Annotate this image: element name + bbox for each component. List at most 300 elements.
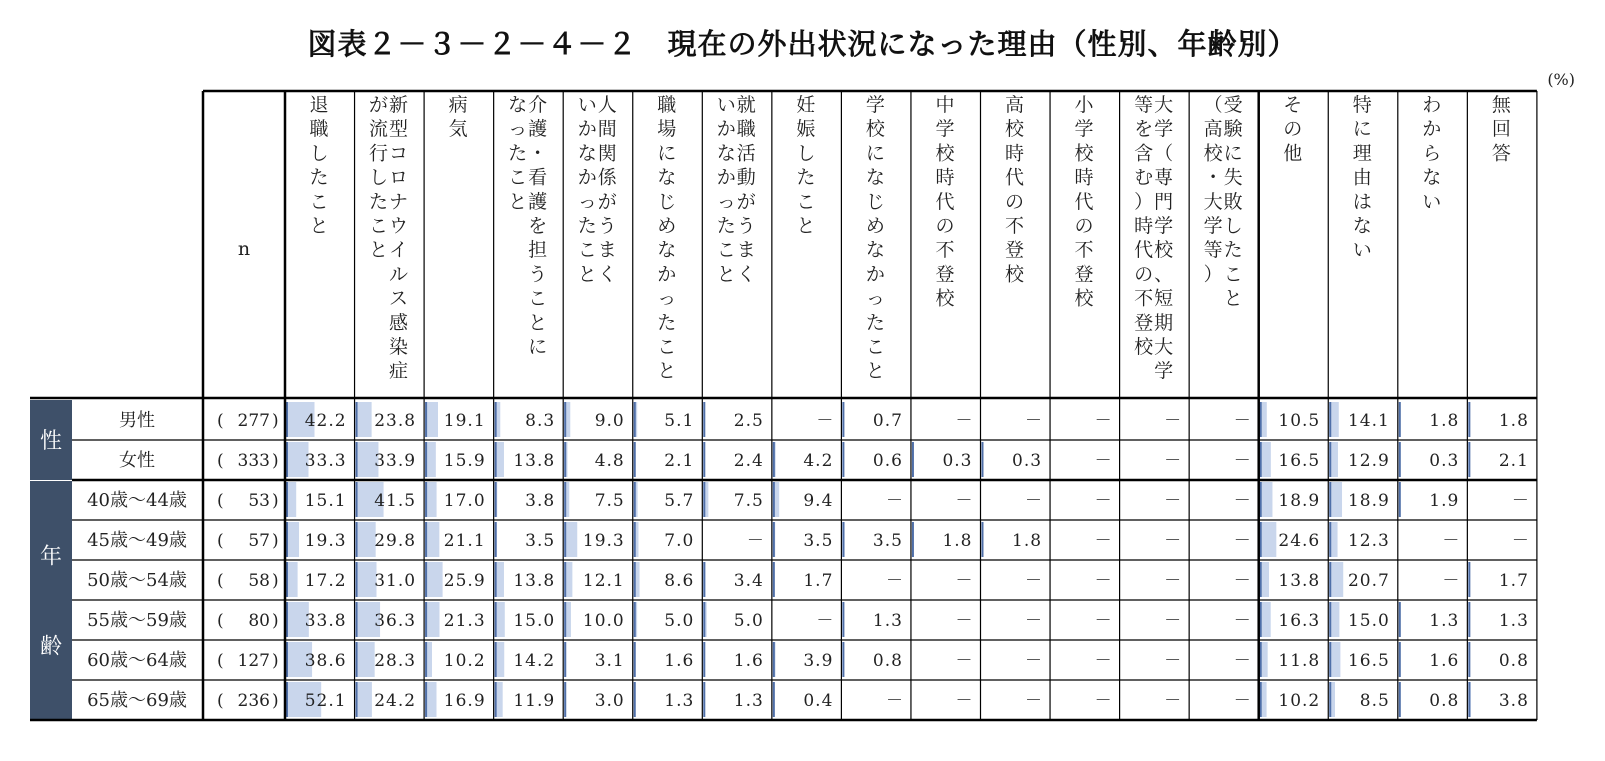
n-value: 333 (237, 451, 270, 471)
column-header-char: う (736, 215, 756, 237)
group-box-2 (30, 481, 72, 720)
column-header-char: た (508, 142, 528, 165)
n-paren-open: ( (217, 531, 224, 551)
cell-value: 16.5 (1347, 651, 1390, 671)
cell-value: 41.5 (374, 491, 417, 511)
column-header-char: 退 (309, 94, 329, 116)
bar-edge (842, 442, 844, 477)
cell-value: 1.8 (942, 531, 973, 551)
column-header-char: 答 (1491, 142, 1511, 165)
n-paren-close: ) (272, 611, 279, 631)
column-header-char: の (1004, 190, 1025, 213)
column-header-char: し (796, 142, 816, 165)
column-header-char: に (865, 142, 885, 165)
bar-edge (703, 482, 705, 517)
bar-edge (286, 642, 288, 677)
n-value: 58 (248, 571, 270, 591)
bar-edge (634, 442, 636, 477)
missing-value: － (1025, 571, 1043, 591)
column-header-char: そ (1283, 94, 1303, 116)
column-header-char: た (796, 166, 816, 189)
cell-value: 0.8 (1498, 651, 1529, 671)
column-header-char: 学 (935, 118, 955, 141)
column-header-char: し (309, 142, 329, 165)
cell-value: 29.8 (374, 531, 417, 551)
bar-edge (703, 642, 705, 677)
cell-value: 4.2 (803, 451, 834, 471)
n-paren-close: ) (272, 651, 279, 671)
column-header-char: 場 (657, 118, 677, 141)
column-header-char: む (1134, 166, 1154, 189)
missing-value: － (1511, 491, 1529, 511)
cell-value: 24.6 (1278, 531, 1321, 551)
column-header-char: 流 (369, 118, 389, 141)
column-header-char: 験 (1223, 118, 1243, 141)
column-header-char: ） (1134, 190, 1154, 213)
cell-value: 3.5 (525, 531, 556, 551)
column-header-char: と (508, 190, 528, 213)
row-label: 男性 (119, 410, 155, 431)
column-header-char: な (577, 142, 597, 165)
bar-edge (1260, 402, 1262, 437)
column-header-char: こ (796, 190, 816, 213)
bar-edge (912, 442, 914, 477)
column-header-char: 理 (1352, 142, 1372, 165)
bar-edge (842, 522, 844, 557)
column-header-char: か (865, 263, 885, 286)
column-header-char: 介 (528, 94, 548, 116)
bar-edge (286, 562, 288, 597)
bar-edge (1399, 602, 1401, 637)
column-header-char: ロ (389, 166, 409, 189)
cell-value: 5.0 (733, 611, 764, 631)
missing-value: － (1164, 531, 1182, 551)
bar-edge (1399, 442, 1401, 477)
bar-edge (912, 522, 914, 557)
column-header-char: 学 (1203, 215, 1223, 237)
cell-value: 38.6 (304, 651, 347, 671)
missing-value: － (1094, 531, 1112, 551)
column-header-char: か (716, 166, 736, 189)
column-header-char: と (716, 263, 736, 286)
column-header-char: ・ (1203, 166, 1223, 189)
bar-edge (286, 682, 288, 717)
cell-value: 20.7 (1347, 571, 1390, 591)
column-header-char: 校 (1004, 118, 1025, 141)
cell-value: 19.1 (443, 411, 486, 431)
cell-value: 3.5 (872, 531, 903, 551)
n-paren-open: ( (217, 491, 224, 511)
bar-edge (703, 402, 705, 437)
cell-value: 3.5 (803, 531, 834, 551)
column-header-char: 職 (309, 118, 329, 141)
bar-edge (1329, 602, 1331, 637)
bar-edge (356, 682, 358, 717)
column-header-char: 新 (389, 94, 409, 116)
missing-value: － (1094, 451, 1112, 471)
cell-value: 5.7 (664, 491, 695, 511)
column-header-char: を (1134, 118, 1154, 141)
cell-value: 33.8 (304, 611, 347, 631)
cell-value: 10.2 (443, 651, 486, 671)
column-header-char: こ (1223, 263, 1243, 286)
column-header-char: 時 (1074, 166, 1094, 189)
missing-value: － (955, 571, 973, 591)
cell-value: 3.8 (1498, 691, 1529, 711)
missing-value: － (1094, 651, 1112, 671)
bar-edge (634, 562, 636, 597)
cell-value: 2.5 (733, 411, 764, 431)
missing-value: － (1094, 691, 1112, 711)
column-header-char: ウ (389, 215, 409, 237)
cell-value: 0.3 (1429, 451, 1460, 471)
missing-value: － (746, 531, 764, 551)
column-header-char: 期 (1154, 311, 1174, 334)
column-header-char: た (1223, 239, 1243, 262)
cell-value: 1.8 (1429, 411, 1460, 431)
cell-value: 36.3 (374, 611, 417, 631)
column-header-char: 校 (935, 142, 955, 165)
column-header-char: ス (389, 287, 409, 310)
column-header-char: こ (309, 190, 329, 213)
bar-edge (1260, 602, 1262, 637)
bar-edge (425, 482, 427, 517)
column-header-char: た (309, 166, 329, 189)
missing-value: － (1094, 411, 1112, 431)
row-label: 40歳～44歳 (87, 490, 187, 511)
group-label-2: 齢 (39, 634, 63, 660)
cell-value: 9.0 (594, 411, 625, 431)
column-header-char: 活 (736, 142, 756, 165)
cell-value: 1.8 (1012, 531, 1043, 551)
column-header-char: な (657, 239, 677, 262)
bar-edge (425, 602, 427, 637)
column-header-char: 校 (1074, 142, 1094, 165)
cell-value: 1.3 (733, 691, 764, 711)
cell-value: 3.0 (594, 691, 625, 711)
bar-edge (564, 482, 566, 517)
bar-edge (1329, 642, 1331, 677)
cell-value: 16.9 (443, 691, 486, 711)
column-header-char: か (577, 118, 597, 141)
column-header-char: 失 (1223, 166, 1243, 189)
missing-value: － (1164, 571, 1182, 591)
n-paren-open: ( (217, 451, 224, 471)
bar-edge (634, 402, 636, 437)
bar-edge (495, 562, 497, 597)
missing-value: － (1164, 691, 1182, 711)
bar-edge (1260, 642, 1262, 677)
column-header-char: 病 (448, 94, 468, 116)
column-header-char: が (369, 94, 389, 116)
column-header-char: し (369, 166, 389, 189)
cell-value: 3.1 (594, 651, 625, 671)
missing-value: － (1233, 571, 1251, 591)
cell-value: 15.0 (1347, 611, 1390, 631)
column-header-char: こ (865, 336, 885, 358)
cell-value: 1.6 (1429, 651, 1460, 671)
bar-edge (773, 522, 775, 557)
column-header-char: 無 (1491, 94, 1511, 116)
column-header-char: の (935, 215, 955, 237)
column-header-char: に (1352, 118, 1372, 141)
cell-value: 21.3 (443, 611, 486, 631)
column-header-char: コ (389, 142, 409, 165)
bar-edge (1260, 522, 1262, 557)
cell-value: 12.3 (1347, 531, 1390, 551)
column-header-char: わ (1422, 94, 1442, 116)
column-header-char: 護 (528, 118, 548, 141)
column-header-char: 不 (1134, 287, 1154, 310)
cell-value: 11.9 (513, 691, 556, 711)
bar-edge (564, 522, 566, 557)
column-header-char: （ (1154, 142, 1174, 165)
bar-edge (1329, 482, 1331, 517)
bar-edge (773, 682, 775, 717)
bar-edge (703, 442, 705, 477)
column-header-char: 登 (1004, 239, 1025, 262)
bar-edge (425, 442, 427, 477)
column-header-char: 症 (389, 360, 409, 383)
cell-value: 1.6 (733, 651, 764, 671)
cell-value: 0.3 (1012, 451, 1043, 471)
column-header-char: を (528, 215, 548, 237)
column-header-char: な (865, 166, 885, 189)
missing-value: － (1164, 611, 1182, 631)
bar-edge (1260, 562, 1262, 597)
bar-edge (425, 642, 427, 677)
column-header-char: 校 (1134, 336, 1154, 358)
column-header-char: 含 (1134, 142, 1154, 165)
cell-value: 0.6 (872, 451, 903, 471)
cell-value: 10.5 (1278, 411, 1321, 431)
column-header-char: た (369, 190, 389, 213)
column-header-char: っ (577, 190, 597, 213)
bar-edge (982, 442, 984, 477)
bar-fill (1329, 562, 1343, 597)
cell-value: 8.3 (525, 411, 556, 431)
column-header-char: 大 (1154, 94, 1174, 116)
column-header-char: 職 (736, 118, 756, 141)
missing-value: － (955, 651, 973, 671)
column-header-char: う (528, 263, 548, 286)
cell-value: 11.8 (1278, 651, 1321, 671)
missing-value: － (1094, 491, 1112, 511)
column-header-char: 専 (1154, 166, 1174, 189)
column-header-char: 小 (1074, 94, 1094, 116)
missing-value: － (1164, 411, 1182, 431)
column-header-char: に (1223, 142, 1243, 165)
missing-value: － (1233, 611, 1251, 631)
column-header-char: 担 (528, 239, 548, 262)
column-header-char: 代 (1004, 166, 1025, 189)
cell-value: 1.3 (872, 611, 903, 631)
row-label: 60歳～64歳 (87, 650, 187, 671)
cell-value: 0.4 (803, 691, 834, 711)
missing-value: － (1442, 571, 1460, 591)
cell-value: 0.8 (872, 651, 903, 671)
bar-edge (564, 562, 566, 597)
n-paren-close: ) (272, 531, 279, 551)
n-value: 57 (248, 531, 270, 551)
column-header-char: 中 (935, 94, 955, 116)
bar-edge (634, 682, 636, 717)
column-header-char: の (1074, 215, 1094, 237)
column-header-char: た (865, 311, 885, 334)
cell-value: 14.1 (1347, 411, 1390, 431)
column-header-char: じ (657, 190, 677, 213)
column-header-char: な (657, 166, 677, 189)
cell-value: 24.2 (374, 691, 417, 711)
n-paren-open: ( (217, 411, 224, 431)
chart-title: 図表２－３－２－４－２ 現在の外出状況になった理由（性別、年齢別） (307, 27, 1298, 61)
column-header-char: 登 (1134, 311, 1154, 334)
bar-fill (356, 642, 375, 677)
bar-edge (634, 522, 636, 557)
cell-value: 10.0 (582, 611, 625, 631)
bar-fill (356, 522, 376, 557)
column-header-char: 行 (369, 142, 389, 165)
bar-edge (1399, 682, 1401, 717)
cell-value: 8.6 (664, 571, 695, 591)
column-header-char: 校 (865, 118, 885, 141)
column-header-char: 校 (935, 287, 955, 310)
column-header-char: い (1352, 239, 1372, 262)
missing-value: － (816, 611, 834, 631)
column-header-char: ） (1203, 263, 1223, 286)
column-header-char: 間 (597, 118, 617, 141)
column-header-char: 不 (935, 239, 955, 262)
column-header-char: 職 (657, 94, 677, 116)
column-header-char: な (1422, 166, 1442, 189)
column-header-char: 等 (1134, 94, 1154, 116)
column-header-char: ・ (528, 142, 548, 165)
cell-value: 19.3 (582, 531, 625, 551)
column-header-char: こ (577, 239, 597, 262)
bar-edge (356, 442, 358, 477)
bar-edge (356, 642, 358, 677)
column-header-char: 娠 (796, 118, 816, 141)
bar-edge (1468, 602, 1470, 637)
cell-value: 5.1 (664, 411, 695, 431)
missing-value: － (1164, 491, 1182, 511)
cell-value: 3.8 (525, 491, 556, 511)
bar-edge (1468, 442, 1470, 477)
bar-edge (773, 642, 775, 677)
column-header-char: 動 (736, 166, 756, 189)
bar-fill (425, 602, 439, 637)
column-header-char: か (577, 166, 597, 189)
bar-edge (425, 522, 427, 557)
cell-value: 1.8 (1498, 411, 1529, 431)
cell-value: 19.3 (304, 531, 347, 551)
column-header-char: め (865, 215, 885, 237)
n-header: n (237, 238, 251, 260)
bar-fill (425, 522, 439, 557)
missing-value: － (885, 691, 903, 711)
cell-value: 15.1 (304, 491, 347, 511)
column-header-char: 学 (1154, 215, 1174, 237)
bar-edge (286, 602, 288, 637)
n-value: 53 (248, 491, 270, 511)
missing-value: － (955, 491, 973, 511)
cell-value: 23.8 (374, 411, 417, 431)
column-header-char: こ (528, 287, 548, 310)
missing-value: － (1511, 531, 1529, 551)
bar-edge (1329, 442, 1331, 477)
column-header-char: 学 (1154, 118, 1174, 141)
column-header-char: と (657, 360, 677, 383)
cell-value: 16.3 (1278, 611, 1321, 631)
column-header-char: じ (865, 190, 885, 213)
cell-value: 12.9 (1347, 451, 1390, 471)
cell-value: 2.1 (664, 451, 695, 471)
column-header-char: こ (369, 215, 389, 237)
bar-edge (495, 402, 497, 437)
column-header-char: な (865, 239, 885, 262)
cell-value: 1.7 (1498, 571, 1529, 591)
column-header-char: と (369, 239, 389, 262)
bar-edge (1468, 682, 1470, 717)
cell-value: 2.1 (1498, 451, 1529, 471)
cell-value: 3.4 (733, 571, 764, 591)
bar-edge (1329, 402, 1331, 437)
column-header-char: 他 (1283, 142, 1303, 165)
missing-value: － (1233, 531, 1251, 551)
n-paren-close: ) (272, 571, 279, 591)
bar-edge (982, 522, 984, 557)
column-header-char: 時 (935, 166, 955, 189)
bar-edge (1468, 402, 1470, 437)
bar-edge (634, 602, 636, 637)
column-header-char: 看 (528, 166, 548, 189)
cell-value: 7.5 (733, 491, 764, 511)
column-header-char: 就 (736, 94, 756, 116)
column-header-char: 高 (1203, 118, 1223, 141)
missing-value: － (1233, 451, 1251, 471)
bar-edge (703, 602, 705, 637)
cell-value: 15.9 (443, 451, 486, 471)
n-paren-close: ) (272, 691, 279, 711)
cell-value: 1.9 (1429, 491, 1460, 511)
bar-edge (634, 482, 636, 517)
cell-value: 0.7 (872, 411, 903, 431)
column-header-char: 門 (1154, 190, 1174, 213)
column-header-char: こ (508, 166, 528, 189)
column-header-char: 大 (1154, 336, 1174, 358)
bar-edge (1468, 642, 1470, 677)
bar-edge (773, 442, 775, 477)
column-header-char: 回 (1491, 118, 1511, 141)
cell-value: 21.1 (443, 531, 486, 551)
cell-value: 15.0 (513, 611, 556, 631)
cell-value: 17.0 (443, 491, 486, 511)
bar-edge (773, 482, 775, 517)
bar-edge (495, 482, 497, 517)
missing-value: － (1442, 531, 1460, 551)
column-header-char: 等 (1203, 239, 1223, 262)
bar-edge (842, 642, 844, 677)
bar-edge (703, 562, 705, 597)
bar-edge (286, 522, 288, 557)
column-header-char: こ (657, 336, 677, 358)
missing-value: － (885, 491, 903, 511)
column-header-char: 染 (389, 336, 409, 358)
column-header-char: 代 (935, 190, 955, 213)
column-header-char: た (716, 215, 736, 237)
missing-value: － (1025, 411, 1043, 431)
missing-value: － (1025, 611, 1043, 631)
